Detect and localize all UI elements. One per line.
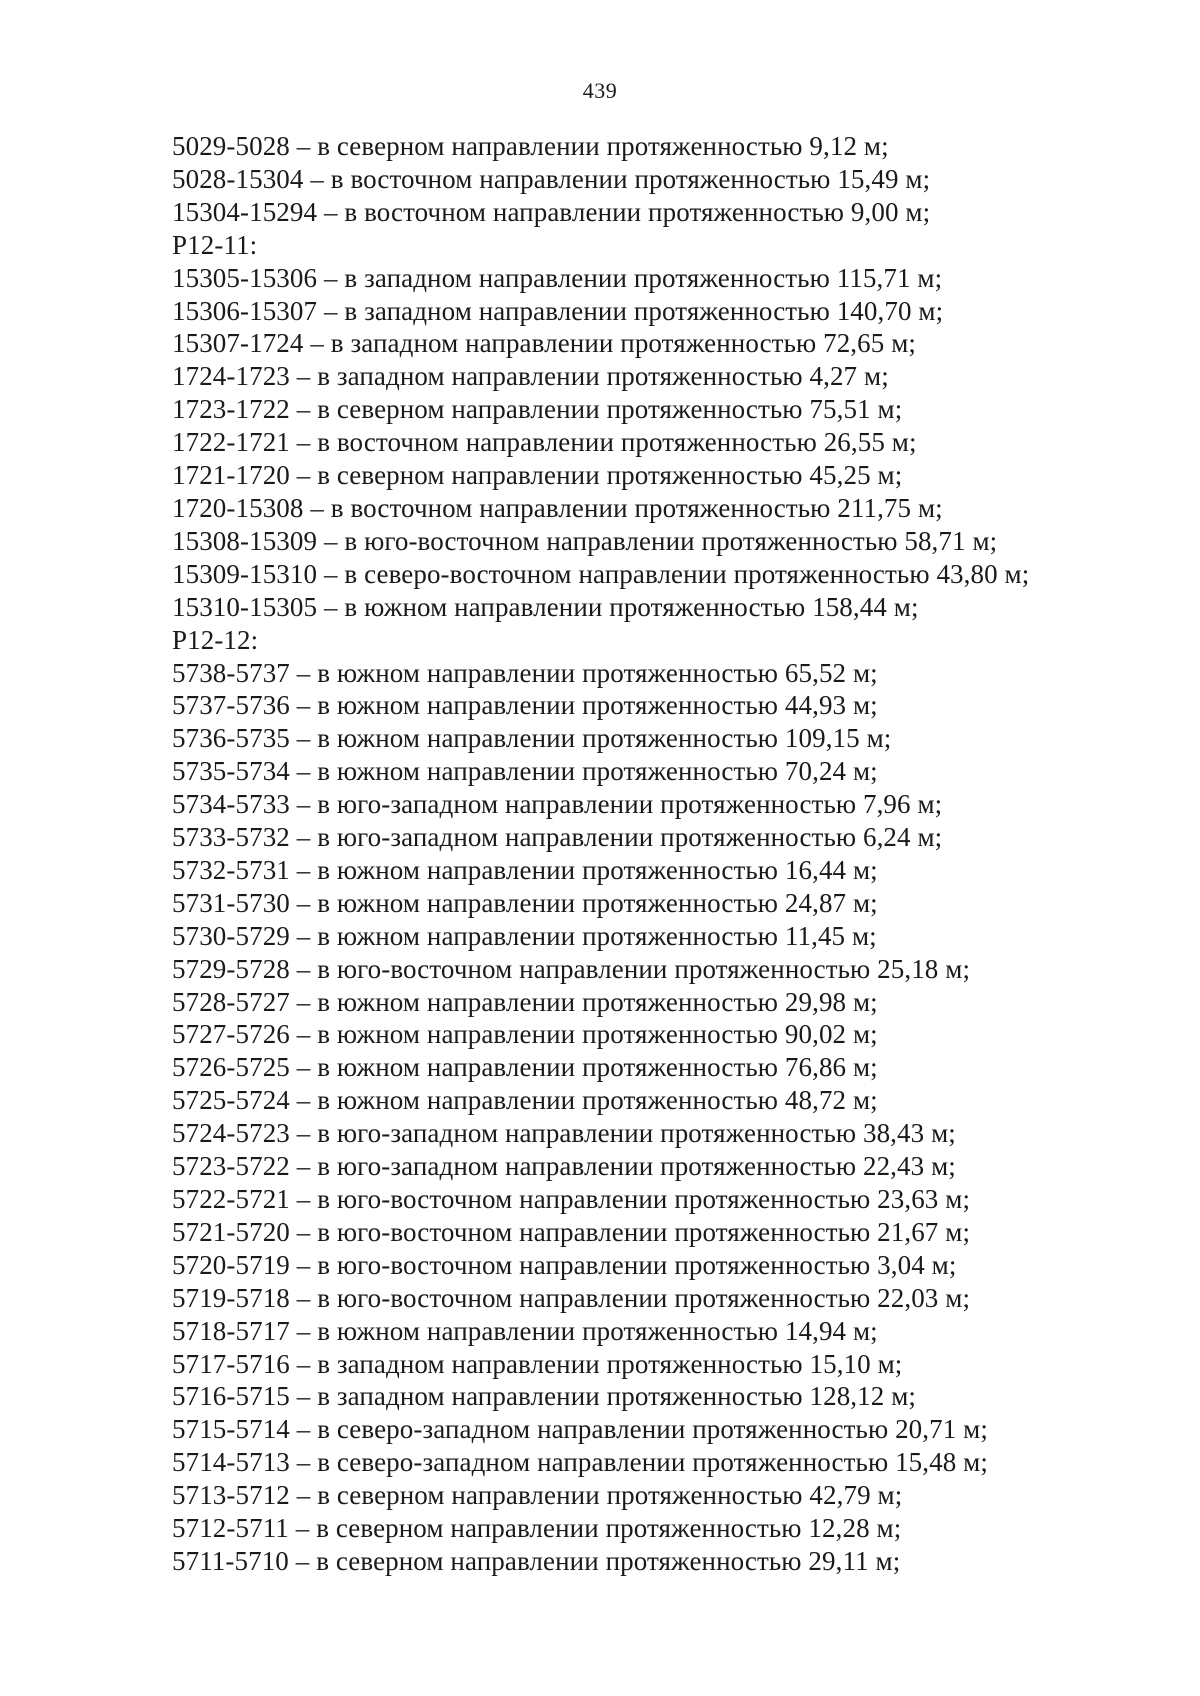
- boundary-segment-line: 5731-5730 – в южном направлении протяженностью 24,87 м;: [172, 887, 878, 918]
- boundary-segment-line: 5727-5726 – в южном направлении протяженностью 90,02 м;: [172, 1019, 878, 1050]
- boundary-segment-line: 5735-5734 – в южном направлении протяженностью 70,24 м;: [172, 756, 878, 787]
- boundary-segment-line: 5723-5722 – в юго-западном направлении протяженностью 22,43 м;: [172, 1151, 956, 1182]
- boundary-segment-line: 5736-5735 – в южном направлении протяженностью 109,15 м;: [172, 723, 892, 754]
- boundary-segment-line: 5732-5731 – в южном направлении протяженностью 16,44 м;: [172, 854, 878, 885]
- boundary-segment-line: 5720-5719 – в юго-восточном направлении протяженностью 3,04 м;: [172, 1249, 957, 1280]
- boundary-segment-line: 5726-5725 – в южном направлении протяженностью 76,86 м;: [172, 1052, 878, 1083]
- boundary-segment-line: 5734-5733 – в юго-западном направлении протяженностью 7,96 м;: [172, 789, 943, 820]
- boundary-segment-line: 5722-5721 – в юго-восточном направлении протяженностью 23,63 м;: [172, 1184, 971, 1214]
- boundary-segment-line: 15310-15305 – в южном направлении протяженностью 158,44 м;: [172, 591, 919, 622]
- boundary-segment-line: 1720-15308 – в восточном направлении протяженностью 211,75 м;: [172, 492, 943, 523]
- boundary-segment-line: 5729-5728 – в юго-восточном направлении протяженностью 25,18 м;: [172, 953, 971, 984]
- boundary-segment-line: 5713-5712 – в северном направлении протяженностью 42,79 м;: [172, 1480, 903, 1511]
- boundary-description: [172, 130, 1182, 1578]
- boundary-segment-line: 5712-5711 – в северном направлении протяженностью 12,28 м;: [172, 1513, 902, 1544]
- boundary-segment-line: 5725-5724 – в южном направлении протяженностью 48,72 м;: [172, 1085, 878, 1116]
- boundary-segment-line: 5028-15304 – в восточном направлении протяженностью 15,49 м;: [172, 163, 931, 194]
- boundary-segment-line: 1723-1722 – в северном направлении протяженностью 75,51 м;: [172, 394, 903, 425]
- boundary-segment-line: 15308-15309 – в юго-восточном направлении протяженностью 58,71 м;: [172, 525, 998, 556]
- boundary-segment-line: 5717-5716 – в западном направлении протяженностью 15,10 м;: [172, 1348, 903, 1379]
- boundary-segment-line: 15307-1724 – в западном направлении протяженностью 72,65 м;: [172, 328, 916, 359]
- boundary-segment-line: 5737-5736 – в южном направлении протяженностью 44,93 м;: [172, 690, 878, 721]
- boundary-segment-line: 15309-15310 – в северо-восточном направлении протяженностью 43,80 м;: [172, 558, 1030, 589]
- boundary-segment-line: 5730-5729 – в южном направлении протяженностью 11,45 м;: [172, 920, 877, 951]
- boundary-segment-line: 5733-5732 – в юго-западном направлении протяженностью 6,24 м;: [172, 822, 943, 853]
- boundary-segment-line: 15304-15294 – в восточном направлении протяженностью 9,00 м;: [172, 196, 931, 227]
- boundary-segment-line: 5721-5720 – в юго-восточном направлении протяженностью 21,67 м;: [172, 1216, 971, 1247]
- boundary-segment-line: 5719-5718 – в юго-восточном направлении протяженностью 22,03 м;: [172, 1282, 971, 1313]
- boundary-segment-line: 15306-15307 – в западном направлении протяженностью 140,70 м;: [172, 295, 944, 326]
- boundary-segment-line: 5716-5715 – в западном направлении протяженностью 128,12 м;: [172, 1381, 916, 1412]
- section-heading: Р12-11:: [172, 229, 258, 260]
- page-number: 439: [582, 78, 618, 103]
- section-heading: Р12-12:: [172, 624, 259, 655]
- boundary-segment-line: 1721-1720 – в северном направлении протяженностью 45,25 м;: [172, 460, 903, 491]
- boundary-segment-line: 1724-1723 – в западном направлении протяженностью 4,27 м;: [172, 361, 889, 392]
- boundary-segment-line: 5724-5723 – в юго-западном направлении протяженностью 38,43 м;: [172, 1118, 956, 1149]
- boundary-segment-line: 1722-1721 – в восточном направлении протяженностью 26,55 м;: [172, 427, 917, 458]
- boundary-segment-line: 5711-5710 – в северном направлении протяженностью 29,11 м;: [172, 1545, 901, 1576]
- boundary-segment-line: 15305-15306 – в западном направлении протяженностью 115,71 м;: [172, 262, 943, 293]
- boundary-segment-line: 5718-5717 – в южном направлении протяженностью 14,94 м;: [172, 1315, 878, 1346]
- boundary-segment-line: 5714-5713 – в северо-западном направлении протяженностью 15,48 м;: [172, 1447, 988, 1478]
- boundary-segment-line: 5715-5714 – в северо-западном направлении протяженностью 20,71 м;: [172, 1414, 988, 1445]
- boundary-segment-line: 5728-5727 – в южном направлении протяженностью 29,98 м;: [172, 986, 878, 1017]
- boundary-segment-line: 5738-5737 – в южном направлении протяженностью 65,52 м;: [172, 657, 878, 688]
- boundary-segment-line: 5029-5028 – в северном направлении протяженностью 9,12 м;: [172, 131, 889, 161]
